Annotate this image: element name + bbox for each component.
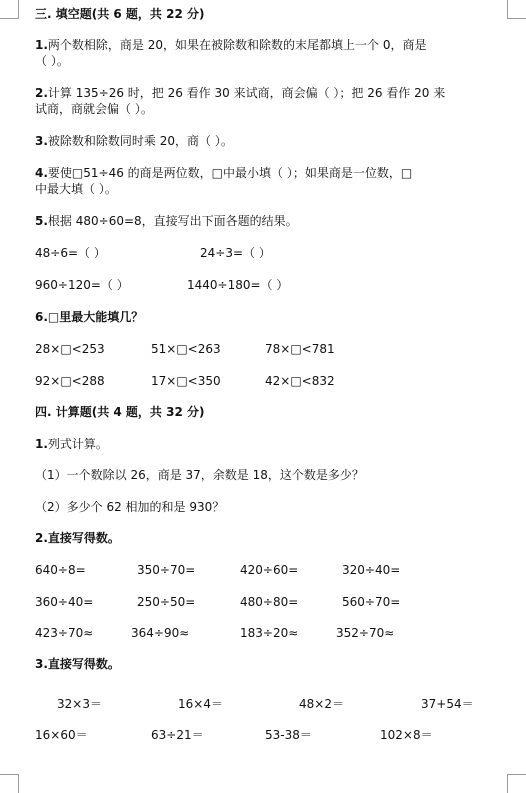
exercise-item: 32×3＝ <box>57 697 102 711</box>
question-number: 6. <box>35 310 48 324</box>
crop-mark-top-left <box>0 0 19 19</box>
crop-mark-bottom-right <box>507 774 526 793</box>
question-3-1-line2: （ ）。 <box>35 54 69 68</box>
exercise-item: 420÷60= <box>240 563 299 577</box>
exercise-item: 360÷40= <box>35 595 94 609</box>
question-4-2 <box>35 530 120 546</box>
exercise-item: 183÷20≈ <box>240 626 299 640</box>
exercise-item: 320÷40= <box>342 563 401 577</box>
question-3-6 <box>35 309 143 325</box>
question-number: 3. <box>35 134 48 148</box>
question-text: 被除数和除数同时乘 20，商（ ）。 <box>47 134 233 148</box>
question-3-1 <box>35 37 426 53</box>
exercise-item: 53-38＝ <box>265 728 312 742</box>
question-text: 直接写得数。 <box>47 531 120 545</box>
exercise-item: 560÷70= <box>342 595 401 609</box>
exercise-item: 78×□<781 <box>265 342 335 356</box>
question-text: 直接写得数。 <box>47 657 120 671</box>
question-number: 4. <box>35 166 48 180</box>
exercise-item: 51×□<263 <box>151 342 221 356</box>
question-3-3 <box>35 133 233 149</box>
question-3-2-line2: 试商，商就会偏（ ）。 <box>35 102 153 116</box>
exercise-item: 42×□<832 <box>265 374 335 388</box>
question-number: 5. <box>35 214 48 228</box>
exercise-item: 423÷70≈ <box>35 626 94 640</box>
exercise-item: 16×4＝ <box>178 697 223 711</box>
crop-mark-bottom-left <box>0 774 19 793</box>
exercise-item: 16×60＝ <box>35 728 88 742</box>
question-number: 2. <box>35 86 48 100</box>
question-4-1-sub2: （2）多少个 62 相加的和是 930？ <box>35 500 225 514</box>
exercise-item: 48×2＝ <box>299 697 344 711</box>
question-number: 1. <box>35 38 48 52</box>
question-3-5 <box>35 213 298 229</box>
question-text: 计算 135÷26 时，把 26 看作 30 来试商，商会偏（ ）；把 26 看作 20 来 <box>47 86 446 100</box>
crop-mark-top-right <box>507 0 526 19</box>
question-text: □里最大能填几？ <box>47 310 144 324</box>
question-number: 1. <box>35 437 48 451</box>
exercise-item: 92×□<288 <box>35 374 105 388</box>
exercise-item: 480÷80= <box>240 595 299 609</box>
exercise-item: 102×8＝ <box>380 728 433 742</box>
exercise-item: 17×□<350 <box>151 374 221 388</box>
question-number: 3. <box>35 657 48 671</box>
exercise-item: 364÷90≈ <box>131 626 190 640</box>
question-text: 列式计算。 <box>47 437 108 451</box>
exercise-item: 250÷50= <box>137 595 196 609</box>
exercise-item: 63÷21＝ <box>151 728 204 742</box>
exercise-item: 1440÷180=（ ） <box>187 278 289 292</box>
question-3-4 <box>35 165 412 181</box>
question-4-1 <box>35 436 108 452</box>
section-4-heading: 四. 计算题(共 4 题，共 32 分) <box>35 405 205 419</box>
question-3-2 <box>35 85 445 101</box>
question-text: 两个数相除，商是 20，如果在被除数和除数的末尾都填上一个 0，商是 <box>47 38 427 52</box>
question-4-1-sub1: （1）一个数除以 26，商是 37，余数是 18，这个数是多少？ <box>35 468 364 482</box>
exercise-item: 350÷70= <box>137 563 196 577</box>
exercise-item: 28×□<253 <box>35 342 105 356</box>
question-number: 2. <box>35 531 48 545</box>
question-text: 要使□51÷46 的商是两位数，□中最小填（ ）；如果商是一位数，□ <box>47 166 413 180</box>
section-3-heading: 三. 填空题(共 6 题，共 22 分) <box>35 7 205 21</box>
question-4-3 <box>35 656 120 672</box>
exercise-item: 640÷8= <box>35 563 86 577</box>
exercise-item: 960÷120=（ ） <box>35 278 129 292</box>
exercise-item: 48÷6=（ ） <box>35 246 106 260</box>
exercise-item: 37+54＝ <box>421 697 474 711</box>
exercise-item: 352÷70≈ <box>336 626 395 640</box>
question-3-4-line2: 中最大填（ ）。 <box>35 182 117 196</box>
question-text: 根据 480÷60=8，直接写出下面各题的结果。 <box>47 214 298 228</box>
exercise-item: 24÷3=（ ） <box>200 246 271 260</box>
